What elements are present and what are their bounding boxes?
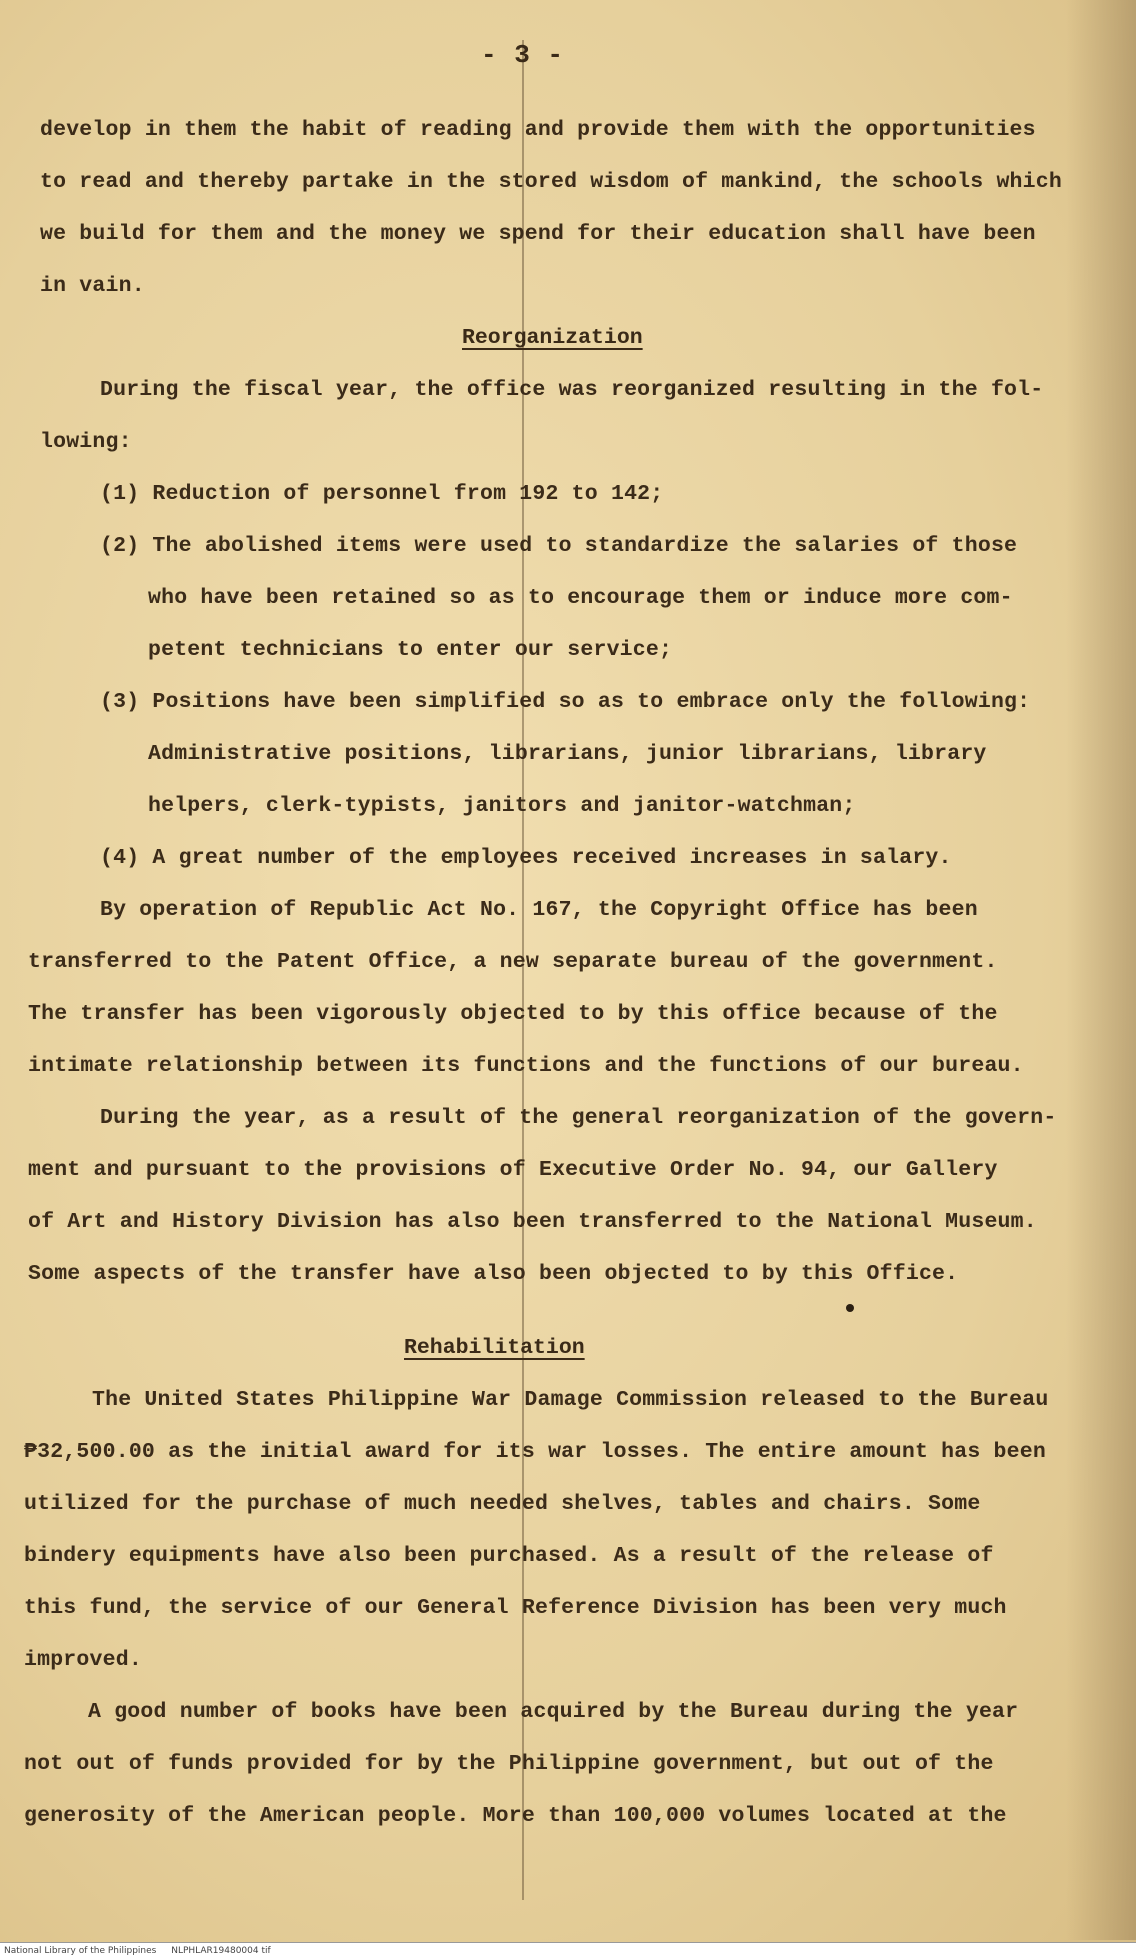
text-line: During the year, as a result of the general reorganization of the govern- bbox=[100, 1106, 1057, 1130]
list-item: (1) Reduction of personnel from 192 to 142; bbox=[100, 482, 664, 506]
list-item-continuation: Administrative positions, librarians, junior librarians, library bbox=[148, 742, 987, 766]
text-line: in vain. bbox=[40, 274, 145, 298]
text-line: By operation of Republic Act No. 167, the Copyright Office has been bbox=[100, 898, 978, 922]
text-line: Some aspects of the transfer have also been objected to by this Office. bbox=[28, 1262, 959, 1286]
scan-footer bbox=[0, 1942, 1136, 1958]
section-heading-rehabilitation: Rehabilitation bbox=[404, 1336, 585, 1360]
text-line: this fund, the service of our General Reference Division has been very much bbox=[24, 1596, 1007, 1620]
text-line: ment and pursuant to the provisions of Executive Order No. 94, our Gallery bbox=[28, 1158, 998, 1182]
section-heading-reorganization: Reorganization bbox=[462, 326, 643, 350]
page-edge-shadow bbox=[1066, 0, 1136, 1940]
ink-spot bbox=[846, 1304, 854, 1312]
text-line: A good number of books have been acquired by the Bureau during the year bbox=[88, 1700, 1019, 1724]
text-line: generosity of the American people. More than 100,000 volumes located at the bbox=[24, 1804, 1007, 1828]
text-line: intimate relationship between its functions and the functions of our bureau. bbox=[28, 1054, 1024, 1078]
list-item: (2) The abolished items were used to standardize the salaries of those bbox=[100, 534, 1018, 558]
text-line: develop in them the habit of reading and provide them with the opportunities bbox=[40, 118, 1036, 142]
list-item: (3) Positions have been simplified so as to embrace only the following: bbox=[100, 690, 1031, 714]
text-line: improved. bbox=[24, 1648, 142, 1672]
text-line: During the fiscal year, the office was reorganized resulting in the fol- bbox=[100, 378, 1044, 402]
footer-source: National Library of the Philippines bbox=[4, 1946, 157, 1956]
text-line: The transfer has been vigorously objected to by this office because of the bbox=[28, 1002, 998, 1026]
page-number: - 3 - bbox=[480, 40, 564, 70]
text-line: transferred to the Patent Office, a new separate bureau of the government. bbox=[28, 950, 998, 974]
text-line: lowing: bbox=[40, 430, 132, 454]
list-item-continuation: who have been retained so as to encourage them or induce more com- bbox=[148, 586, 1013, 610]
text-line: not out of funds provided for by the Philippine government, but out of the bbox=[24, 1752, 994, 1776]
list-item: (4) A great number of the employees received increases in salary. bbox=[100, 846, 952, 870]
text-line: bindery equipments have also been purchased. As a result of the release of bbox=[24, 1544, 994, 1568]
text-line: utilized for the purchase of much needed shelves, tables and chairs. Some bbox=[24, 1492, 981, 1516]
list-item-continuation: petent technicians to enter our service; bbox=[148, 638, 673, 662]
list-item-continuation: helpers, clerk-typists, janitors and janitor-watchman; bbox=[148, 794, 856, 818]
text-line: to read and thereby partake in the stored wisdom of mankind, the schools which bbox=[40, 170, 1062, 194]
text-line: of Art and History Division has also been transferred to the National Museum. bbox=[28, 1210, 1037, 1234]
text-line: we build for them and the money we spend for their education shall have been bbox=[40, 222, 1036, 246]
text-line: ₱32,500.00 as the initial award for its war losses. The entire amount has been bbox=[24, 1440, 1046, 1464]
text-line: The United States Philippine War Damage Commission released to the Bureau bbox=[92, 1388, 1049, 1412]
footer-file-id: NLPHLAR19480004 tif bbox=[171, 1946, 271, 1956]
